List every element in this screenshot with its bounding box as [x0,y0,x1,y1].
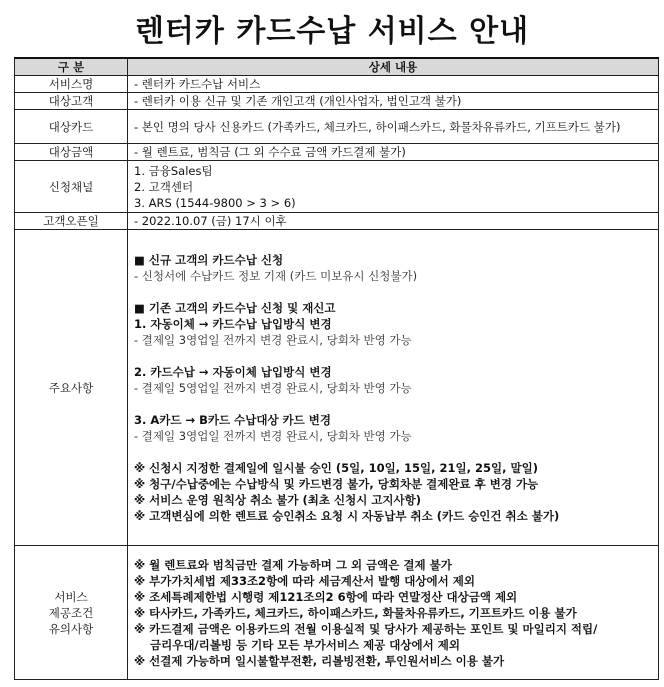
detail-cell [128,213,659,230]
service-info-table [14,57,659,680]
page-title: 렌터카 카드수납 서비스 안내 [134,14,530,49]
detail-line: - 렌터카 카드수납 서비스 [134,77,261,91]
detail-line: - 2022.10.07 (금) 17시 이후 [134,214,287,228]
table-header-row [15,58,659,76]
detail-line: - 신청서에 수납카드 정보 기재 (카드 미보유시 신청불가) [134,268,418,283]
category-line: 유의사항 [48,621,94,636]
note-line: ※ 카드결제 금액은 이용카드의 전월 이용실적 및 당사가 제공하는 포인트 및 마일리지 적립/ [134,621,598,636]
note-line: ※ 부가가치세법 제33조2항에 따라 세금계산서 발행 대상에서 제외 [134,573,475,588]
note-line: ※ 선결제 가능하며 일시불할부전환, 리볼빙전환, 투인원서비스 이용 불가 [134,653,505,668]
category-line: 제공조건 [48,605,94,620]
note-line: ※ 고객변심에 의한 렌트료 승인취소 요청 시 자동납부 취소 (카드 승인건 취소 불가) [134,508,560,523]
row-main-notes [15,230,659,546]
category-cell: 대상금액 [15,144,128,161]
detail-line: - 결제일 3영업일 전까지 변경 완료시, 당회차 반영 가능 [134,332,412,347]
note-line: ※ 서비스 운영 원칙상 취소 불가 (최초 신청시 고지사항) [134,492,422,507]
row-caution [15,546,659,680]
detail-line: - 결제일 5영업일 전까지 변경 완료시, 당회차 반영 가능 [134,380,412,395]
row-service-name [15,76,659,93]
detail-line: 3. ARS (1544-9800 > 3 > 6) [134,195,296,210]
row-apply-channel [15,161,659,213]
detail-cell [128,546,659,680]
category-cell: 서비스명 [15,76,128,93]
detail-line: - 본인 명의 당사 신용카드 (가족카드, 체크카드, 하이패스카드, 화물차유류카드, 기프트카드 불가) [134,119,621,134]
detail-cell [128,161,659,213]
detail-line: 1. 금융Sales팀 [134,163,213,178]
note-line: ※ 월 렌트료와 범칙금만 결제 가능하며 그 외 금액은 결제 불가 [134,557,452,572]
note-line: ※ 신청시 지정한 결제일에 일시불 승인 (5일, 10일, 15일, 21일, 25일, 말일) [134,460,538,475]
detail-cell [128,76,659,93]
detail-cell [128,144,659,161]
row-target-customer [15,93,659,110]
detail-cell [128,93,659,110]
header-detail: 상세 내용 [128,58,659,76]
header-category: 구 분 [15,58,128,76]
detail-line: - 월 렌트료, 범칙금 (그 외 수수료 금액 카드결제 불가) [134,145,406,159]
category-cell: 고객오픈일 [15,213,128,230]
category-line: 서비스 [54,589,88,604]
note-line: ※ 조세특례제한법 시행령 제121조의2 6항에 따라 연말정산 대상금액 제외 [134,589,518,604]
note-line: 금리우대/리볼빙 등 기타 모든 부가서비스 제공 대상에서 제외 [150,637,460,652]
detail-cell [128,110,659,144]
case-title: 3. A카드 → B카드 수납대상 카드 변경 [134,412,332,427]
note-line: ※ 청구/수납중에는 수납방식 및 카드변경 불가, 당회차분 결제완료 후 변경 가능 [134,476,539,491]
case-title: 2. 카드수납 → 자동이체 납입방식 변경 [134,364,332,379]
detail-line: - 렌터카 이용 신규 및 기존 개인고객 (개인사업자, 법인고객 불가) [134,94,462,108]
detail-line: - 결제일 3영업일 전까지 변경 완료시, 당회차 반영 가능 [134,428,412,443]
section-heading: ■ 신규 고객의 카드수납 신청 [134,252,284,267]
row-open-date [15,213,659,230]
category-cell: 주요사항 [15,230,128,546]
case-title: 1. 자동이체 → 카드수납 납입방식 변경 [134,316,332,331]
detail-line: 2. 고객센터 [134,179,194,194]
category-cell [15,546,128,680]
section-heading: ■ 기존 고객의 카드수납 신청 및 재신고 [134,300,336,315]
category-cell: 대상카드 [15,110,128,144]
note-line: ※ 타사카드, 가족카드, 체크카드, 하이패스카드, 화물차유류카드, 기프트카드 이용 불가 [134,605,577,620]
detail-cell [128,230,659,546]
row-target-amount [15,144,659,161]
category-cell: 신청채널 [15,161,128,213]
row-target-card [15,110,659,144]
category-cell: 대상고객 [15,93,128,110]
